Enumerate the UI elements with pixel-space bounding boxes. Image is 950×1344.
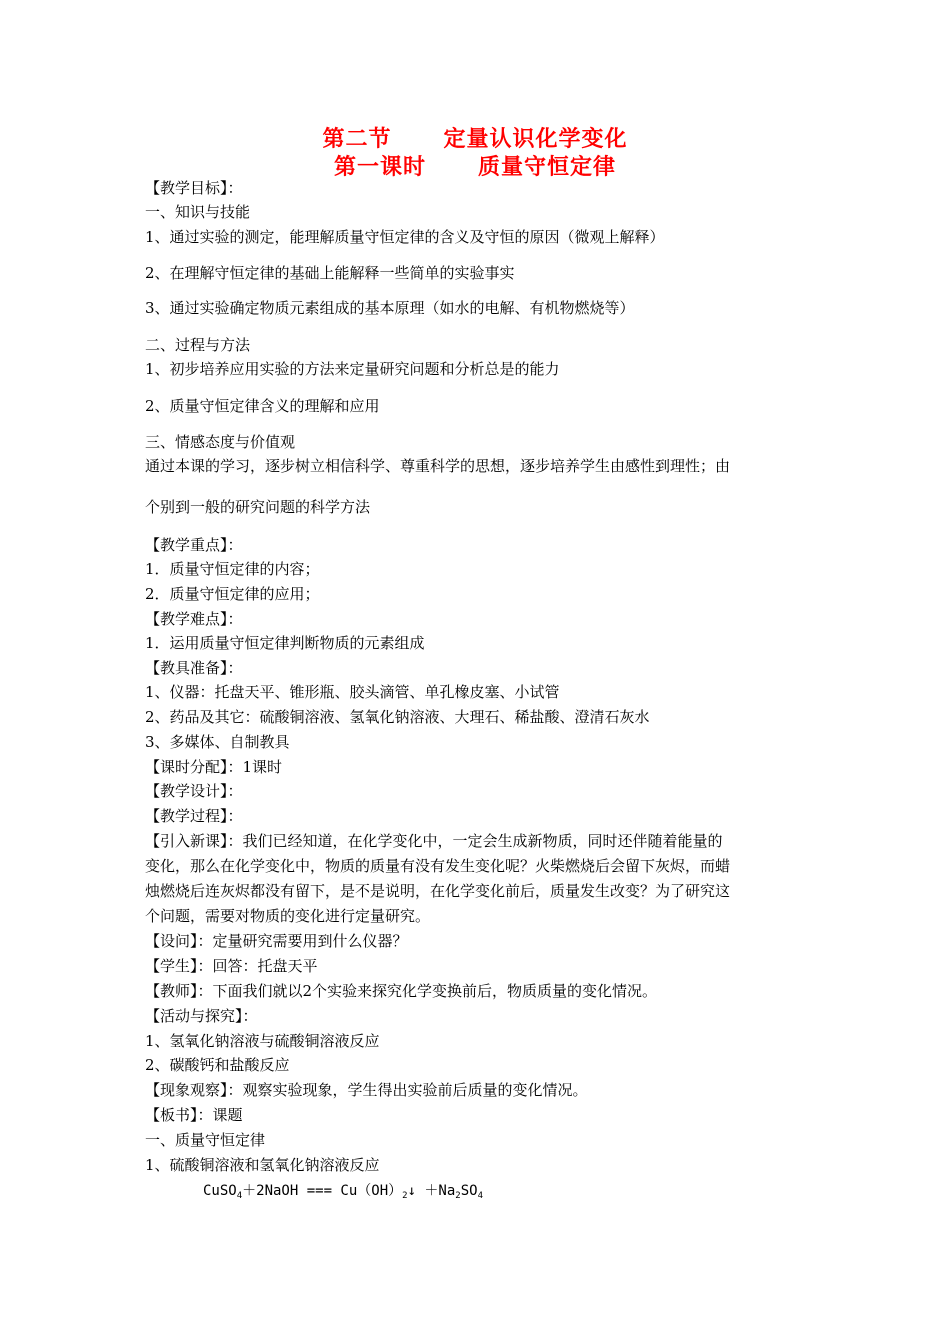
equation-part: CuSO [203,1183,237,1199]
list-item: 1、仪器：托盘天平、锥形瓶、胶头滴管、单孔橡皮塞、小试管 [145,683,560,701]
heading-teaching-aids: 【教具准备】： [145,659,243,677]
equation-subscript: 4 [236,1191,243,1201]
list-item: 1．质量守恒定律的内容； [145,560,320,578]
objective-line: 2、质量守恒定律含义的理解和应用 [145,397,380,415]
heading-time-allocation: 【课时分配】：1课时 [145,758,283,776]
equation-subscript: 4 [477,1191,483,1201]
subheading-process-methods: 二、过程与方法 [145,336,251,354]
observation-line: 【现象观察】：观察实验现象，学生得出实验前后质量的变化情况。 [145,1081,588,1099]
paragraph-line: 个问题，需要对物质的变化进行定量研究。 [145,907,431,925]
question-line: 【设问】：定量研究需要用到什么仪器？ [145,932,408,950]
heading-activity: 【活动与探究】： [145,1007,258,1025]
equation-part: SO [460,1183,478,1199]
heading-difficult-points: 【教学难点】： [145,610,243,628]
heading-teaching-process: 【教学过程】： [145,807,243,825]
list-item: 1、硫酸铜溶液和氢氧化钠溶液反应 [145,1156,380,1174]
heading-key-points: 【教学重点】： [145,536,243,554]
paragraph-line: 【引入新课】：我们已经知道，在化学变化中，一定会生成新物质，同时还伴随着能量的 [145,832,723,850]
list-item: 2．质量守恒定律的应用； [145,585,320,603]
paragraph-line: 变化，那么在化学变化中，物质的质量有没有发生变化呢？火柴燃烧后会留下灰烬，而蜡 [145,857,731,875]
list-item: 3、多媒体、自制教具 [145,733,290,751]
paragraph-line: 烛燃烧后连灰烬都没有留下，是不是说明，在化学变化前后，质量发生改变？为了研究这 [145,882,731,900]
subheading-conservation-law: 一、质量守恒定律 [145,1131,266,1149]
board-line: 【板书】：课题 [145,1106,243,1124]
list-item: 2、药品及其它：硫酸铜溶液、氢氧化钠溶液、大理石、稀盐酸、澄清石灰水 [145,708,650,726]
subheading-knowledge-skills: 一、知识与技能 [145,203,251,221]
paragraph-line: 个别到一般的研究问题的科学方法 [145,498,371,516]
objective-line: 3、通过实验确定物质元素组成的基本原理（如水的电解、有机物燃烧等） [145,299,635,317]
list-item: 1、氢氧化钠溶液与硫酸铜溶液反应 [145,1032,380,1050]
list-item: 1．运用质量守恒定律判断物质的元素组成 [145,634,425,652]
heading-teaching-design: 【教学设计】： [145,782,243,800]
equation-subscript: 2 [402,1191,408,1201]
heading-teaching-objectives: 【教学目标】： [145,179,243,197]
teacher-line: 【教师】：下面我们就以2个实验来探究化学变换前后，物质质量的变化情况。 [145,982,658,1000]
section-title: 第二节 定量认识化学变化 [322,126,628,152]
subheading-attitude-values: 三、情感态度与价值观 [145,433,296,451]
objective-line: 1、通过实验的测定，能理解质量守恒定律的含义及守恒的原因（微观上解释） [145,228,665,246]
lesson-title: 第一课时 质量守恒定律 [334,154,616,180]
chemical-equation [203,1181,483,1206]
paragraph-line: 通过本课的学习，逐步树立相信科学、尊重科学的思想，逐步培养学生由感性到理性；由 [145,457,731,475]
student-line: 【学生】：回答：托盘天平 [145,957,318,975]
equation-part: ↓ ＋Na [407,1183,456,1199]
equation-part: ＋2NaOH === Cu（OH） [242,1183,403,1199]
objective-line: 2、在理解守恒定律的基础上能解释一些简单的实验事实 [145,264,515,282]
equation-subscript: 2 [455,1191,461,1201]
list-item: 2、碳酸钙和盐酸反应 [145,1056,290,1074]
objective-line: 1、初步培养应用实验的方法来定量研究问题和分析总是的能力 [145,360,560,378]
